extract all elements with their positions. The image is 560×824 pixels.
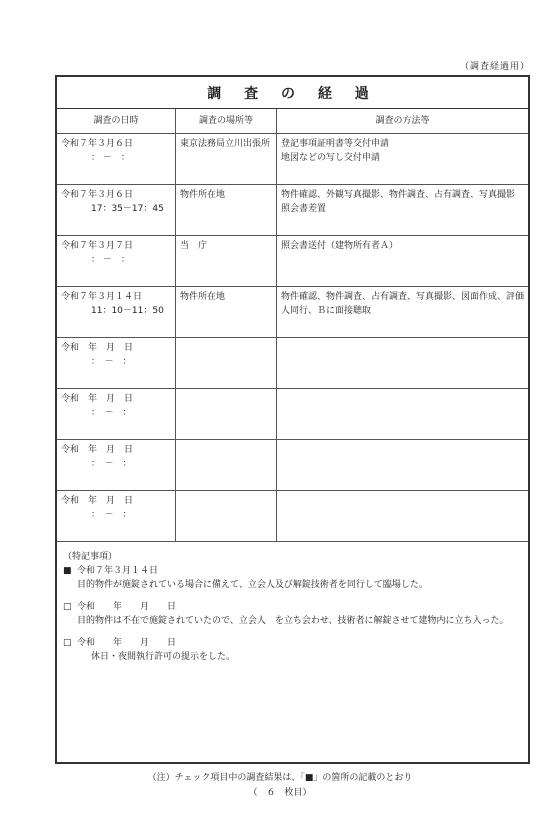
row-place: 東京法務局立川出張所	[176, 134, 277, 185]
header-place: 調査の場所等	[176, 109, 277, 134]
row-date: 令和７年３月６日	[61, 139, 134, 149]
note-item	[63, 600, 522, 628]
row-method: 照会書送付（建物所有者Ａ）	[277, 236, 529, 287]
row-datetime-cell	[57, 440, 176, 491]
row-date: 令和 年 月 日	[61, 445, 134, 455]
form-type-label: （調査経過用）	[459, 62, 530, 72]
row-date: 令和 年 月 日	[61, 394, 134, 404]
row-time: ： － ：	[91, 459, 132, 469]
table-row	[57, 287, 528, 338]
unchecked-box-icon[interactable]: □	[63, 602, 72, 612]
row-time: ： － ：	[91, 357, 132, 367]
row-method	[277, 338, 529, 389]
header-method: 調査の方法等	[277, 109, 529, 134]
table-row	[57, 185, 528, 236]
row-place: 当 庁	[176, 236, 277, 287]
note-text: 目的物件は不在で施錠されていたので、立会人 を立ち会わせ、技術者に解錠させて建物内に立ち入った。	[77, 616, 509, 626]
note-item	[63, 564, 522, 592]
row-method	[277, 440, 529, 491]
row-place	[176, 389, 277, 440]
survey-form	[55, 75, 530, 764]
table-header	[57, 109, 528, 134]
row-method: 物件確認、物件調査、占有調査、写真撮影、図面作成、評価人同行、Ｂに面接聴取	[277, 287, 529, 338]
note-date: 令和 年 月 日	[77, 638, 177, 648]
title-row	[57, 77, 528, 109]
table-row	[57, 338, 528, 389]
table-row	[57, 440, 528, 491]
row-time: ： － ：	[91, 153, 130, 163]
table-row	[57, 389, 528, 440]
row-datetime-cell	[57, 185, 176, 236]
row-method	[277, 389, 529, 440]
survey-table	[57, 109, 528, 542]
row-datetime-cell	[57, 491, 176, 542]
note-item	[63, 636, 522, 664]
row-place	[176, 338, 277, 389]
table-row	[57, 134, 528, 185]
row-date: 令和７年３月７日	[61, 241, 134, 251]
form-title: 調 査 の 経 過	[207, 85, 378, 102]
row-place: 物件所在地	[176, 287, 277, 338]
row-date: 令和７年３月６日	[61, 190, 134, 200]
row-method	[277, 491, 529, 542]
note-text: 目的物件が施錠されている場合に備えて、立会人及び解錠技術者を同行して臨場した。	[77, 580, 428, 590]
table-row	[57, 236, 528, 287]
row-datetime-cell	[57, 287, 176, 338]
unchecked-box-icon[interactable]: □	[63, 638, 72, 648]
row-place	[176, 440, 277, 491]
row-date: 令和７年３月１４日	[61, 292, 143, 302]
row-time: ： － ：	[91, 510, 132, 520]
page-count: （ ６ 枚目）	[248, 788, 312, 798]
note-date: 令和７年３月１４日	[77, 566, 159, 576]
row-time: ： － ：	[91, 255, 130, 265]
row-datetime-cell	[57, 236, 176, 287]
special-notes	[57, 542, 528, 680]
row-datetime-cell	[57, 338, 176, 389]
note-text: 休日・夜間執行許可の提示をした。	[91, 652, 236, 662]
row-datetime-cell	[57, 389, 176, 440]
row-method: 登記事項証明書等交付申請 地図などの写し交付申請	[277, 134, 529, 185]
row-date: 令和 年 月 日	[61, 343, 134, 353]
row-date: 令和 年 月 日	[61, 496, 134, 506]
footer-note: （注）チェック項目中の調査結果は、「■」の箇所の記載のとおり	[147, 773, 413, 783]
row-time: 17：35－17：45	[91, 204, 164, 214]
header-date: 調査の日時	[57, 109, 176, 134]
row-datetime-cell	[57, 134, 176, 185]
notes-heading: （特記事項）	[63, 552, 118, 562]
checked-box-icon[interactable]: ■	[63, 566, 72, 576]
row-place: 物件所在地	[176, 185, 277, 236]
row-place	[176, 491, 277, 542]
note-date: 令和 年 月 日	[77, 602, 177, 612]
row-method: 物件確認、外観写真撮影、物件調査、占有調査、写真撮影 照会書差置	[277, 185, 529, 236]
table-row	[57, 491, 528, 542]
row-time: 11：10－11：50	[91, 306, 164, 316]
row-time: ： － ：	[91, 408, 132, 418]
